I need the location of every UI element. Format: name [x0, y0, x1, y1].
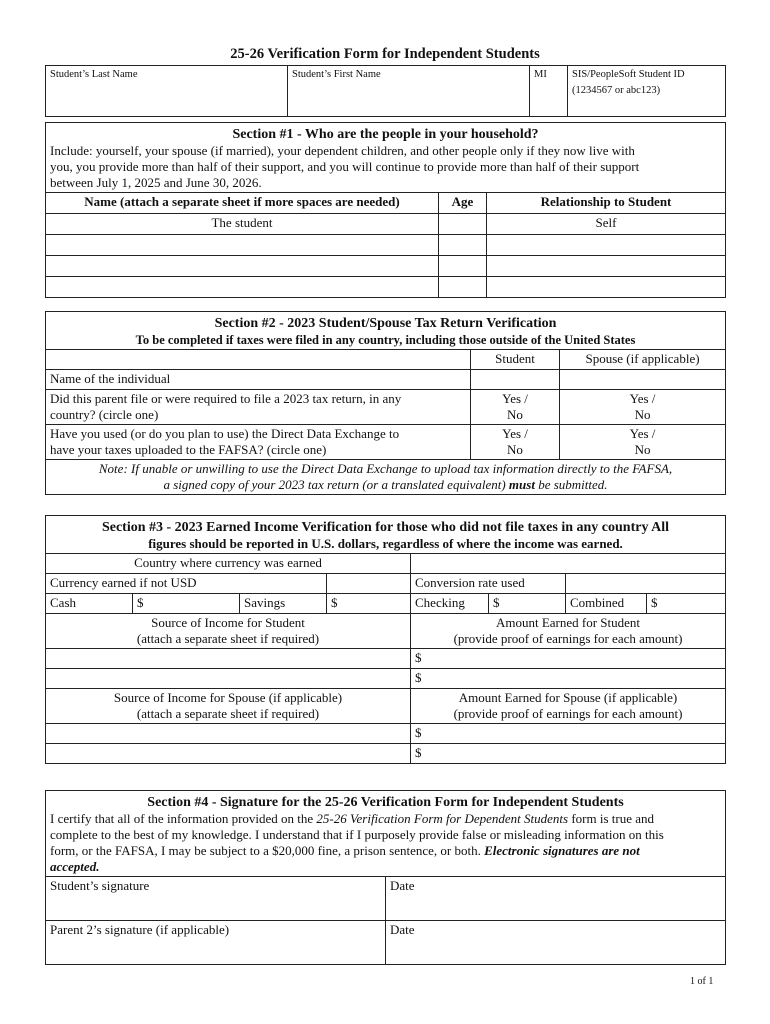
conversion-label: Conversion rate used [411, 574, 566, 594]
source-spouse-title: Source of Income for Spouse (if applicable) [113, 690, 343, 705]
household-name-cell[interactable] [46, 277, 439, 298]
currency-label: Currency earned if not USD [46, 574, 327, 594]
country-input[interactable] [411, 554, 726, 574]
household-name-cell[interactable] [46, 256, 439, 277]
q1-spouse-choice[interactable]: Yes / No [560, 390, 726, 425]
household-age-cell[interactable] [439, 277, 487, 298]
q1-line1: Did this parent file or were required to file a 2023 tax return, in any [50, 391, 402, 406]
household-name-cell[interactable] [46, 235, 439, 256]
household-age-cell[interactable] [439, 235, 487, 256]
source-student-note: (attach a separate sheet if required) [136, 631, 320, 646]
amount-spouse-note: (provide proof of earnings for each amount) [453, 706, 683, 721]
section1-header: Section #1 - Who are the people in your household? [232, 127, 539, 142]
spouse-amount-input[interactable]: $ [411, 724, 726, 744]
checking-label: Checking [411, 594, 489, 614]
q2-line2: have your taxes uploaded to the FAFSA? (circle one) [50, 442, 327, 457]
student-amount-input[interactable]: $ [411, 649, 726, 669]
q2-spouse-choice[interactable]: Yes / No [560, 425, 726, 460]
first-name-label: Student’s First Name [292, 69, 381, 80]
section4-header: Section #4 - Signature for the 25-26 Verification Form for Independent Students [147, 795, 624, 810]
source-student-title: Source of Income for Student [151, 615, 305, 630]
col-name-header: Name (attach a separate sheet if more spaces are needed) [46, 193, 439, 214]
date-label: Date [390, 878, 415, 893]
checking-input[interactable]: $ [489, 594, 566, 614]
mi-field[interactable] [530, 66, 568, 117]
spouse-amount-input[interactable]: $ [411, 744, 726, 764]
q1-line2: country? (circle one) [50, 407, 159, 422]
section2-table [45, 311, 726, 495]
page-number: 1 of 1 [690, 976, 714, 987]
sis-id-example: (1234567 or abc123) [572, 85, 661, 96]
col-age-header: Age [439, 193, 487, 214]
student-signature-field[interactable] [46, 877, 386, 921]
parent-date-field[interactable] [386, 921, 726, 965]
last-name-field[interactable] [46, 66, 288, 117]
savings-label: Savings [240, 594, 327, 614]
col-student-header: Student [471, 350, 560, 370]
section3-header-1: Section #3 - 2023 Earned Income Verification for those who did not file taxes in any country All [101, 520, 670, 535]
amount-student-title: Amount Earned for Student [495, 615, 641, 630]
section1-instructions-1: Include: yourself, your spouse (if married), your dependent children, and other people only if they now live with [50, 143, 635, 158]
student-source-input[interactable] [46, 669, 411, 689]
student-amount-input[interactable]: $ [411, 669, 726, 689]
individual-name-label: Name of the individual [46, 370, 471, 390]
parent-signature-field[interactable] [46, 921, 386, 965]
household-relationship-cell[interactable] [487, 235, 726, 256]
q2-line1: Have you used (or do you plan to use) the Direct Data Exchange to [50, 426, 400, 441]
section1-instructions-3: between July 1, 2025 and June 30, 2026. [50, 175, 262, 190]
date-label: Date [390, 922, 415, 937]
currency-input[interactable] [327, 574, 411, 594]
cash-input[interactable]: $ [133, 594, 240, 614]
sis-id-field[interactable] [568, 66, 726, 117]
student-info-table [45, 65, 726, 117]
household-name-cell: The student [46, 214, 439, 235]
q1-student-choice[interactable]: Yes / No [471, 390, 560, 425]
household-relationship-cell: Self [487, 214, 726, 235]
cash-label: Cash [46, 594, 133, 614]
form-title: 25-26 Verification Form for Independent Students [230, 46, 540, 62]
source-spouse-note: (attach a separate sheet if required) [136, 706, 320, 721]
savings-input[interactable]: $ [327, 594, 411, 614]
first-name-field[interactable] [288, 66, 530, 117]
col-spouse-header: Spouse (if applicable) [560, 350, 726, 370]
section1-table [45, 122, 726, 298]
student-date-field[interactable] [386, 877, 726, 921]
household-age-cell[interactable] [439, 214, 487, 235]
section3-header-2: figures should be reported in U.S. dollars, regardless of where the income was earned. [148, 536, 623, 551]
amount-spouse-title: Amount Earned for Spouse (if applicable) [458, 690, 678, 705]
spouse-name-input[interactable] [560, 370, 726, 390]
section2-header: Section #2 - 2023 Student/Spouse Tax Return Verification [214, 316, 557, 331]
student-source-input[interactable] [46, 649, 411, 669]
combined-label: Combined [566, 594, 647, 614]
section4-table [45, 790, 726, 965]
student-name-input[interactable] [471, 370, 560, 390]
conversion-input[interactable] [566, 574, 726, 594]
section2-subheader: To be completed if taxes were filed in any country, including those outside of the United States [135, 333, 636, 347]
household-relationship-cell[interactable] [487, 277, 726, 298]
section3-table [45, 515, 726, 764]
sis-id-label: SIS/PeopleSoft Student ID [572, 69, 685, 80]
mi-label: MI [534, 69, 547, 80]
certification-text: I certify that all of the information provided on the 25-26 Verification Form for Dependent Students form is true and complete to the best of my knowledge. I understand that if I purposely provide false or misleading information on this form, or the FAFSA, I may be subject to a $20,000 fine, a prison sentence, or both. Electronic signatures are not accepted. [50, 811, 664, 874]
section2-note: Note: If unable or unwilling to use the Direct Data Exchange to upload tax information directly to the FAFSA, a signed copy of your 2023 tax return (or a translated equivalent) must be submitted. [46, 460, 726, 495]
country-label: Country where currency was earned [46, 554, 411, 574]
parent-signature-label: Parent 2’s signature (if applicable) [50, 922, 230, 937]
section1-instructions-2: you, you provide more than half of their support, and you will continue to provide more than half of their support [50, 159, 640, 174]
q2-student-choice[interactable]: Yes / No [471, 425, 560, 460]
combined-input[interactable]: $ [647, 594, 726, 614]
student-signature-label: Student’s signature [50, 878, 150, 893]
spouse-source-input[interactable] [46, 744, 411, 764]
last-name-label: Student’s Last Name [50, 69, 138, 80]
household-age-cell[interactable] [439, 256, 487, 277]
household-relationship-cell[interactable] [487, 256, 726, 277]
col-relationship-header: Relationship to Student [487, 193, 726, 214]
amount-student-note: (provide proof of earnings for each amount) [453, 631, 683, 646]
spouse-source-input[interactable] [46, 724, 411, 744]
